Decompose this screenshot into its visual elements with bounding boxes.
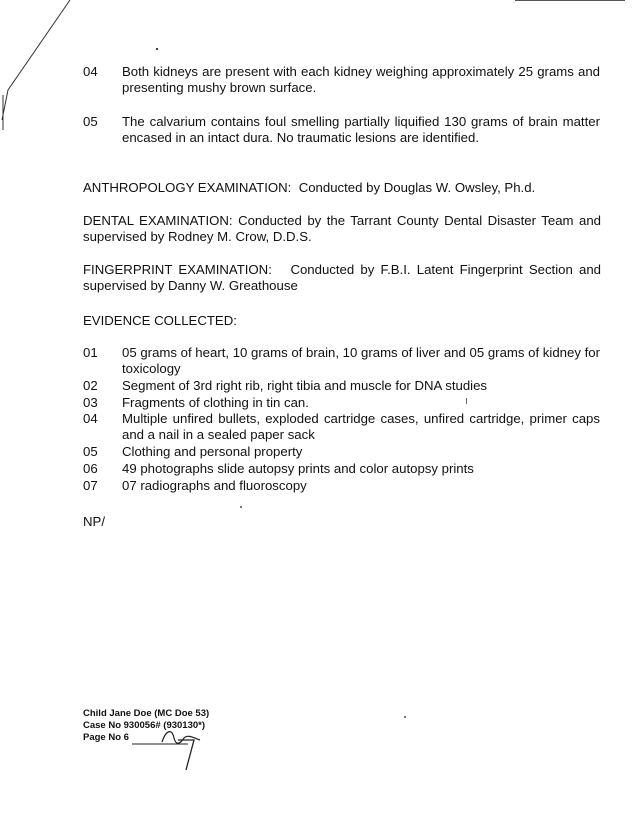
item-number: 05 xyxy=(83,444,98,459)
dental-heading: DENTAL EXAMINATION: xyxy=(83,213,233,228)
item-number: 04 xyxy=(83,64,98,79)
dental-text: Conducted by the Tarrant County Dental Disaster Team and supervised by Rodney M. Crow, D.D.S. xyxy=(83,213,601,244)
scan-speck xyxy=(156,48,158,50)
item-number: 02 xyxy=(83,378,98,393)
item-number: 05 xyxy=(83,114,98,129)
anthropology-section xyxy=(83,180,535,196)
fingerprint-heading: FINGERPRINT EXAMINATION: xyxy=(83,262,272,277)
item-number: 03 xyxy=(83,395,98,410)
anthropology-heading: ANTHROPOLOGY EXAMINATION: xyxy=(83,180,292,195)
fingerprint-text: Conducted by F.B.I. Latent Fingerprint Section and supervised by Danny W. Greathouse xyxy=(83,262,601,293)
item-number: 01 xyxy=(83,345,98,360)
item-text: 07 radiographs and fluoroscopy xyxy=(122,478,307,493)
handwritten-initials xyxy=(128,724,218,774)
item-text: Segment of 3rd right rib, right tibia and muscle for DNA studies xyxy=(122,378,488,393)
footer-case-line1: Child Jane Doe (MC Doe 53) xyxy=(83,708,210,719)
item-text: Clothing and personal property xyxy=(122,444,303,459)
item-text: Both kidneys are present with each kidney weighing approximately 25 grams and presenting mushy brown surface. xyxy=(122,64,600,95)
dental-section xyxy=(83,213,601,245)
item-text: 05 grams of heart, 10 grams of brain, 10 grams of liver and 05 grams of kidney for toxicology xyxy=(122,345,600,376)
item-number: 04 xyxy=(83,411,98,426)
item-text: Multiple unfired bullets, exploded cartridge cases, unfired cartridge, primer caps and a nail in a sealed paper sack xyxy=(122,411,600,442)
evidence-heading: EVIDENCE COLLECTED: xyxy=(83,313,237,328)
typist-initials: NP/ xyxy=(83,514,105,529)
footer-page-number: Page No 6 xyxy=(83,732,129,743)
footer-case-line2: Case No 930056# (930130*) xyxy=(83,720,206,731)
item-number: 07 xyxy=(83,478,98,493)
scan-artifact-top-right xyxy=(515,0,625,1)
anthropology-text: Conducted by Douglas W. Owsley, Ph.d. xyxy=(298,180,536,195)
item-number: 06 xyxy=(83,461,98,476)
item-text: 49 photographs slide autopsy prints and color autopsy prints xyxy=(122,461,474,476)
fingerprint-section xyxy=(83,262,601,294)
scan-speck xyxy=(404,716,406,718)
scan-speck xyxy=(240,506,242,508)
item-text: Fragments of clothing in tin can. xyxy=(122,395,309,410)
scan-speck xyxy=(466,398,467,404)
item-text: The calvarium contains foul smelling partially liquified 130 grams of brain matter encased in an intact dura. No traumatic lesions are identified. xyxy=(122,114,600,145)
scan-artifact-line xyxy=(0,0,80,140)
